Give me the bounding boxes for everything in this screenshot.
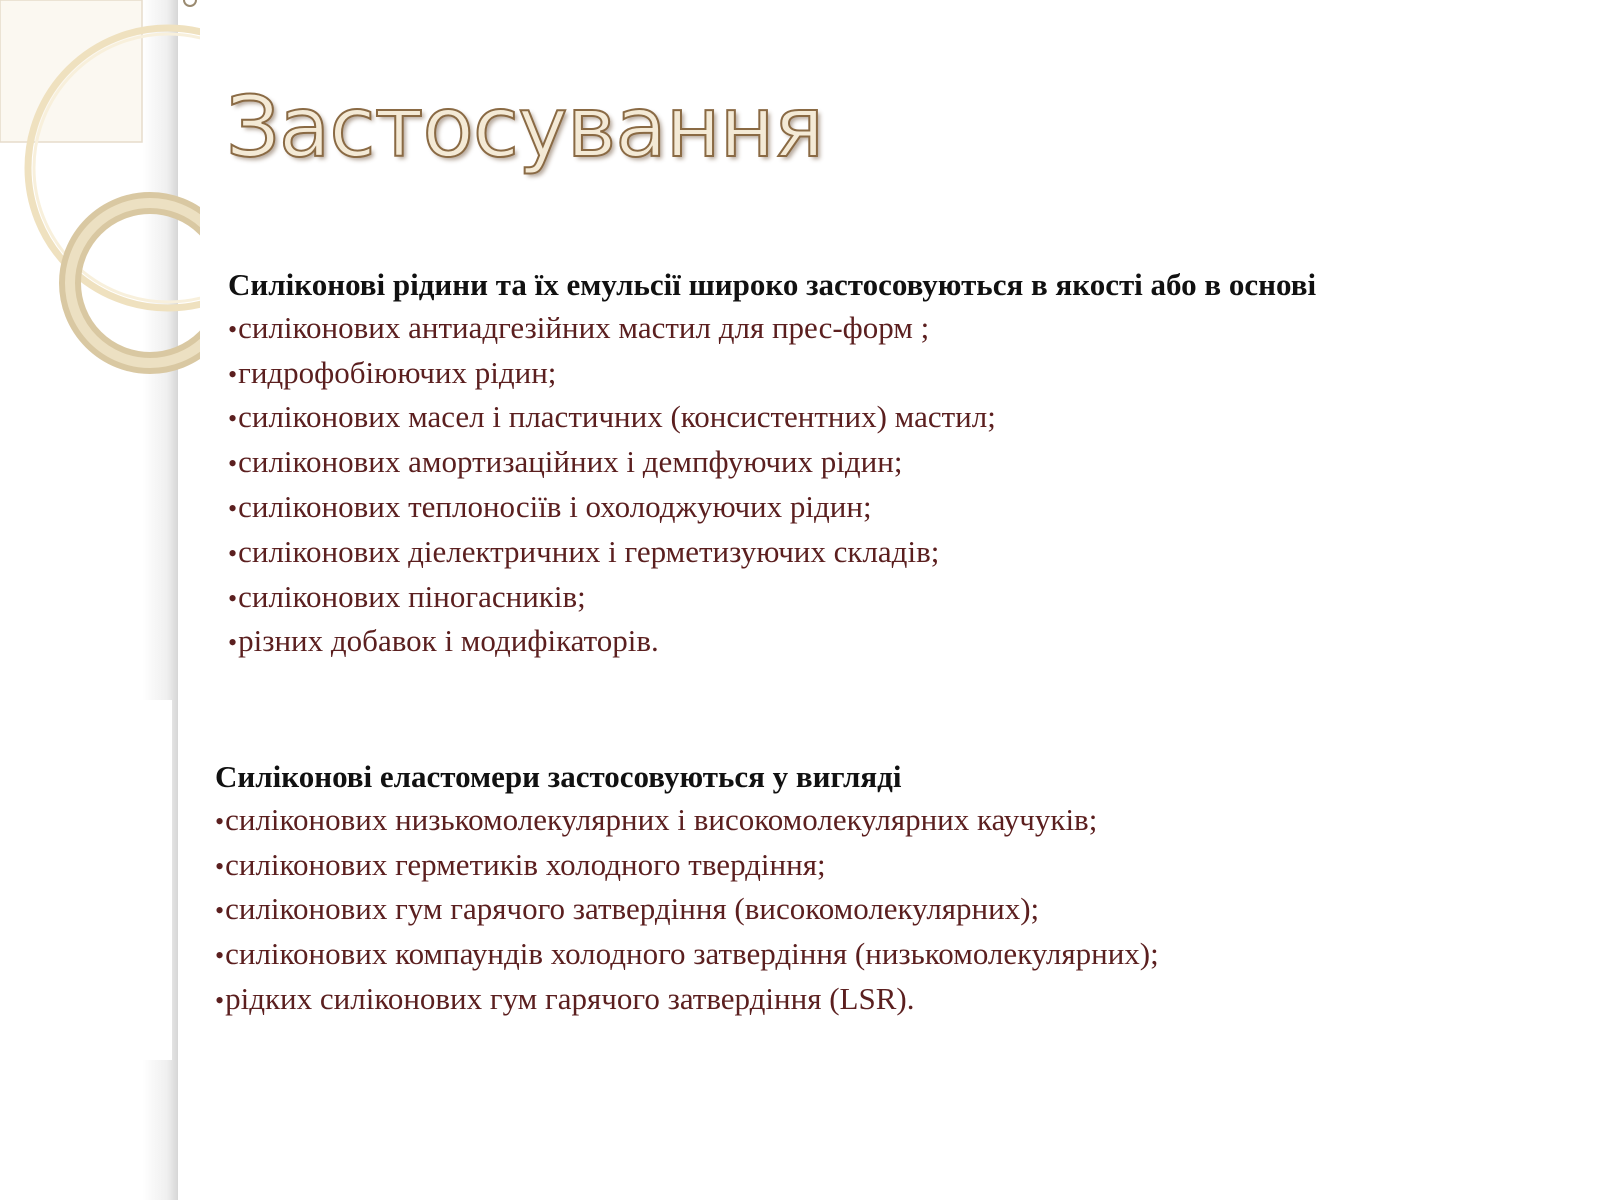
list-item-text: силіконових діелектричних і герметизуючих складів;	[238, 533, 940, 569]
list-item	[228, 441, 1478, 486]
list-item-text: силіконових амортизаційних і демпфуючих рідин;	[238, 444, 903, 480]
section-fluids-list	[228, 307, 1478, 665]
list-item-text: силіконових теплоносіїв і охолоджуючих рідин;	[238, 488, 872, 524]
list-item-text: силіконових піногасників;	[238, 578, 586, 614]
bullet-icon: •	[228, 359, 238, 389]
left-band-gap	[0, 700, 172, 1060]
deco-dot	[184, 0, 196, 6]
bullet-icon: •	[215, 941, 225, 971]
list-item-text: різних добавок і модифікаторів.	[238, 623, 659, 659]
list-item-text: силіконових низькомолекулярних і високомолекулярних каучуків;	[225, 801, 1098, 837]
list-item-text: силіконових гум гарячого затвердіння (високомолекулярних);	[225, 891, 1040, 927]
bullet-icon: •	[228, 449, 238, 479]
list-item-text: гидрофобіюючих рідин;	[238, 354, 557, 390]
bullet-icon: •	[215, 851, 225, 881]
list-item-text: силіконових герметиків холодного твердіння;	[225, 846, 826, 882]
section-elastomers-intro: Силіконові еластомери застосовуються у вигляді	[215, 759, 902, 794]
bullet-icon: •	[215, 985, 225, 1015]
list-item-text: силіконових компаундів холодного затвердіння (низькомолекулярних);	[225, 936, 1159, 972]
list-item	[215, 799, 1555, 844]
list-item	[215, 978, 1555, 1023]
section-fluids	[228, 264, 1478, 665]
section-elastomers	[215, 756, 1555, 1023]
bullet-icon: •	[228, 538, 238, 568]
list-item	[228, 576, 1478, 621]
section-elastomers-list	[215, 799, 1555, 1023]
list-item-text: рідких силіконових гум гарячого затвердіння (LSR).	[225, 980, 915, 1016]
bullet-icon: •	[228, 404, 238, 434]
bullet-icon: •	[228, 583, 238, 613]
list-item-text: силіконових антиадгезійних мастил для прес-форм ;	[238, 309, 930, 345]
bullet-icon: •	[215, 896, 225, 926]
section-fluids-intro: Силіконові рідини та їх емульсії широко застосовуються в якості або в основі	[228, 267, 1317, 302]
slide-title: Застосування	[226, 78, 824, 176]
decorative-rings	[0, 0, 200, 420]
list-item	[228, 620, 1478, 665]
list-item	[228, 307, 1478, 352]
list-item	[228, 396, 1478, 441]
list-item	[228, 352, 1478, 397]
list-item-text: силіконових масел і пластичних (консистентних) мастил;	[238, 399, 996, 435]
list-item	[228, 486, 1478, 531]
bullet-icon: •	[228, 628, 238, 658]
bullet-icon: •	[228, 493, 238, 523]
bullet-icon: •	[228, 314, 238, 344]
list-item	[228, 531, 1478, 576]
list-item	[215, 888, 1555, 933]
list-item	[215, 933, 1555, 978]
bullet-icon: •	[215, 806, 225, 836]
list-item	[215, 844, 1555, 889]
